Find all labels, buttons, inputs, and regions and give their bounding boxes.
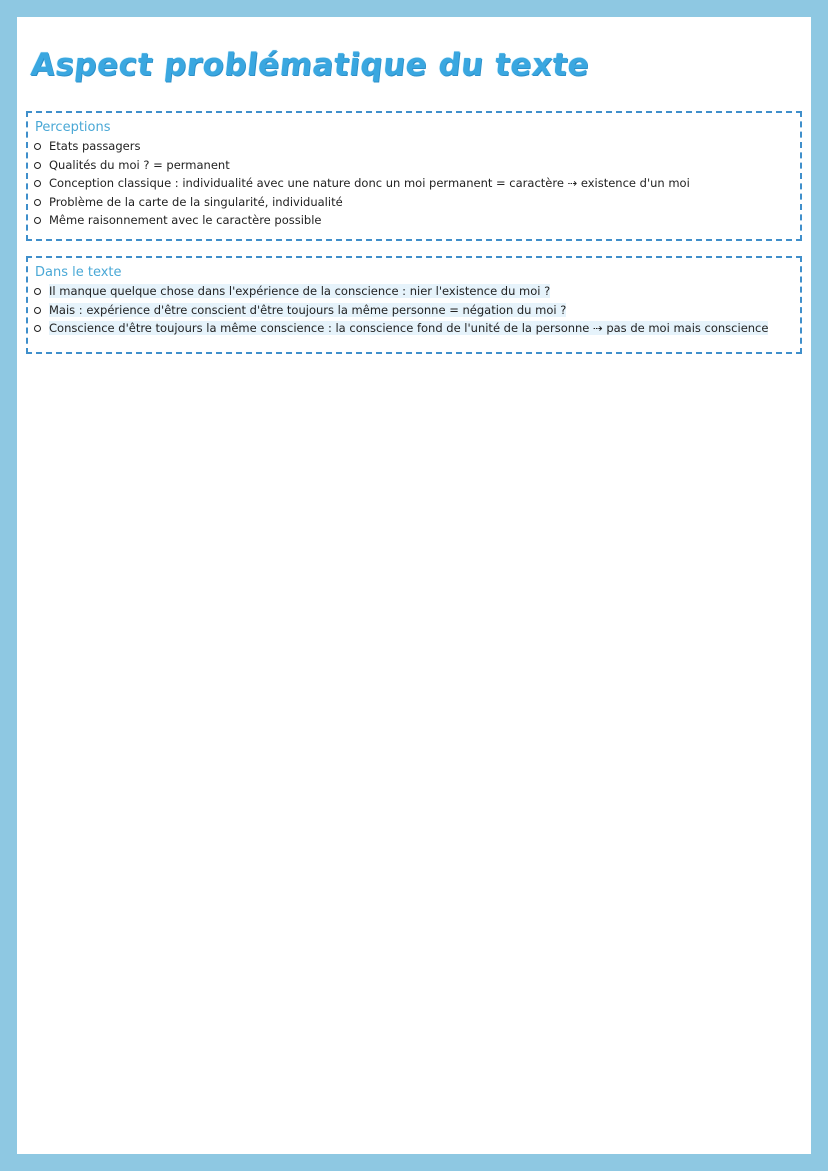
- list-item: [28, 193, 800, 212]
- list-item: [28, 282, 800, 301]
- list-item: [28, 301, 800, 320]
- bullet-circle-icon: [34, 180, 41, 187]
- list-item-text: Il manque quelque chose dans l'expérience de la conscience : nier l'existence du moi ?: [49, 284, 551, 298]
- list-item-text: Même raisonnement avec le caractère possible: [49, 213, 322, 227]
- list-item-text: Etats passagers: [49, 139, 141, 153]
- bullet-circle-icon: [34, 288, 41, 295]
- list-item-text: Conception classique : individualité avec une nature donc un moi permanent = caractère ⇢ existence d'un moi: [49, 176, 690, 190]
- bullet-list: [28, 137, 800, 230]
- list-item: [28, 211, 800, 230]
- section-dans-le-texte: [26, 256, 802, 354]
- section-heading: Perceptions: [35, 120, 111, 135]
- list-item: [28, 156, 800, 175]
- bullet-circle-icon: [34, 162, 41, 169]
- bullet-circle-icon: [34, 217, 41, 224]
- bullet-circle-icon: [34, 325, 41, 332]
- list-item: [28, 319, 800, 338]
- list-item: [28, 137, 800, 156]
- list-item-text: Mais : expérience d'être conscient d'être toujours la même personne = négation du moi ?: [49, 302, 567, 317]
- section-heading: Dans le texte: [35, 265, 122, 280]
- list-item-text: Qualités du moi ? = permanent: [49, 157, 230, 172]
- list-item: [28, 174, 800, 193]
- bullet-circle-icon: [34, 307, 41, 314]
- bullet-circle-icon: [34, 199, 41, 206]
- bullet-circle-icon: [34, 143, 41, 150]
- page-title: Aspect problématique du texte: [29, 47, 592, 83]
- document-page: [17, 17, 811, 1154]
- list-item-text: Conscience d'être toujours la même conscience : la conscience fond de l'unité de la personne ⇢ pas de moi mais conscience: [49, 321, 769, 335]
- list-item-text: Problème de la carte de la singularité, individualité: [49, 194, 343, 209]
- bullet-list: [28, 282, 800, 338]
- section-perceptions: [26, 111, 802, 241]
